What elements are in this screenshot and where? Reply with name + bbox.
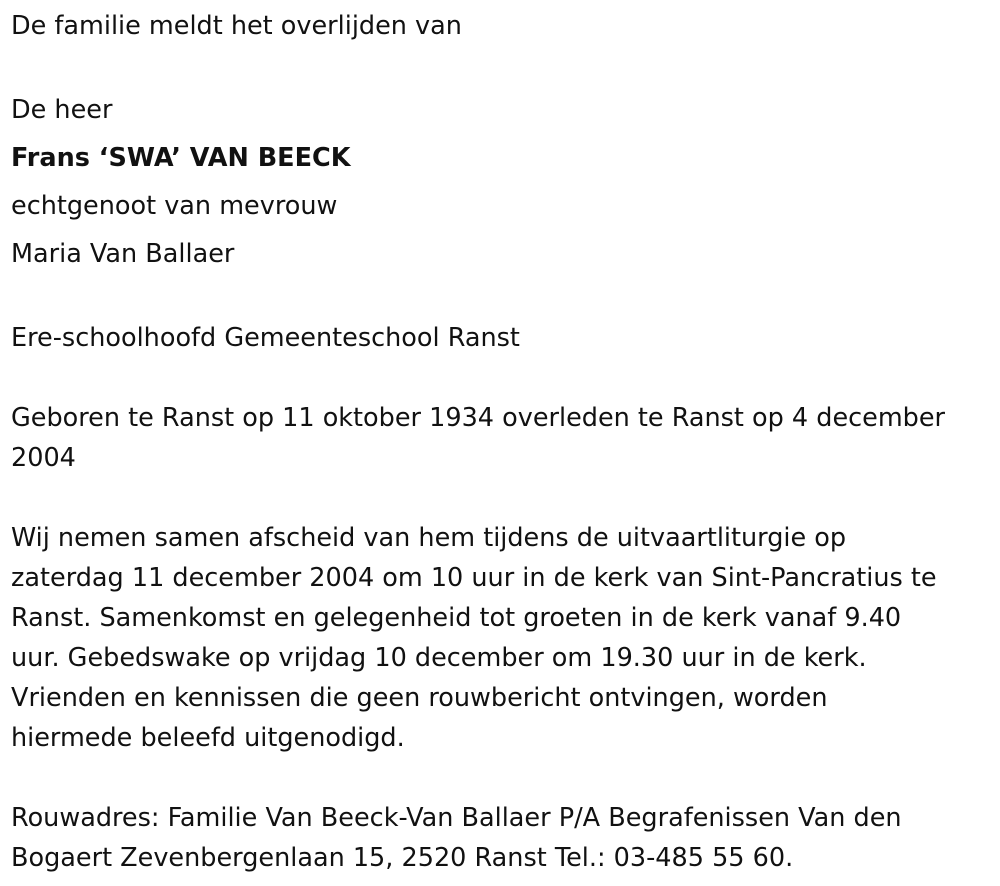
honorary-title: Ere-schoolhoofd Gemeenteschool Ranst [11,323,520,353]
birth-death-line: 2004 [11,443,76,473]
salutation: De heer [11,95,113,125]
spouse-label: echtgenoot van mevrouw [11,191,338,221]
address-line: Bogaert Zevenbergenlaan 15, 2520 Ranst Tel.: 03-485 55 60. [11,843,794,873]
ceremony-paragraph [11,518,986,758]
address-line: Rouwadres: Familie Van Beeck-Van Ballaer P/A Begrafenissen Van den [11,803,902,833]
birth-death-paragraph [11,398,986,478]
deceased-name: Frans ‘SWA’ VAN BEECK [11,143,351,173]
ceremony-line: Wij nemen samen afscheid van hem tijdens de uitvaartliturgie op [11,523,847,553]
ceremony-line: zaterdag 11 december 2004 om 10 uur in de kerk van Sint-Pancratius te [11,563,937,593]
intro-text: De familie meldt het overlijden van [11,11,462,41]
birth-death-line: Geboren te Ranst op 11 oktober 1934 overleden te Ranst op 4 december [11,403,946,433]
address-paragraph [11,798,986,878]
ceremony-line: hiermede beleefd uitgenodigd. [11,723,405,753]
ceremony-line: uur. Gebedswake op vrijdag 10 december om 19.30 uur in de kerk. [11,643,867,673]
ceremony-line: Ranst. Samenkomst en gelegenheid tot groeten in de kerk vanaf 9.40 [11,603,902,633]
death-notice [11,0,986,878]
ceremony-line: Vrienden en kennissen die geen rouwbericht ontvingen, worden [11,683,828,713]
spouse-name: Maria Van Ballaer [11,239,235,269]
